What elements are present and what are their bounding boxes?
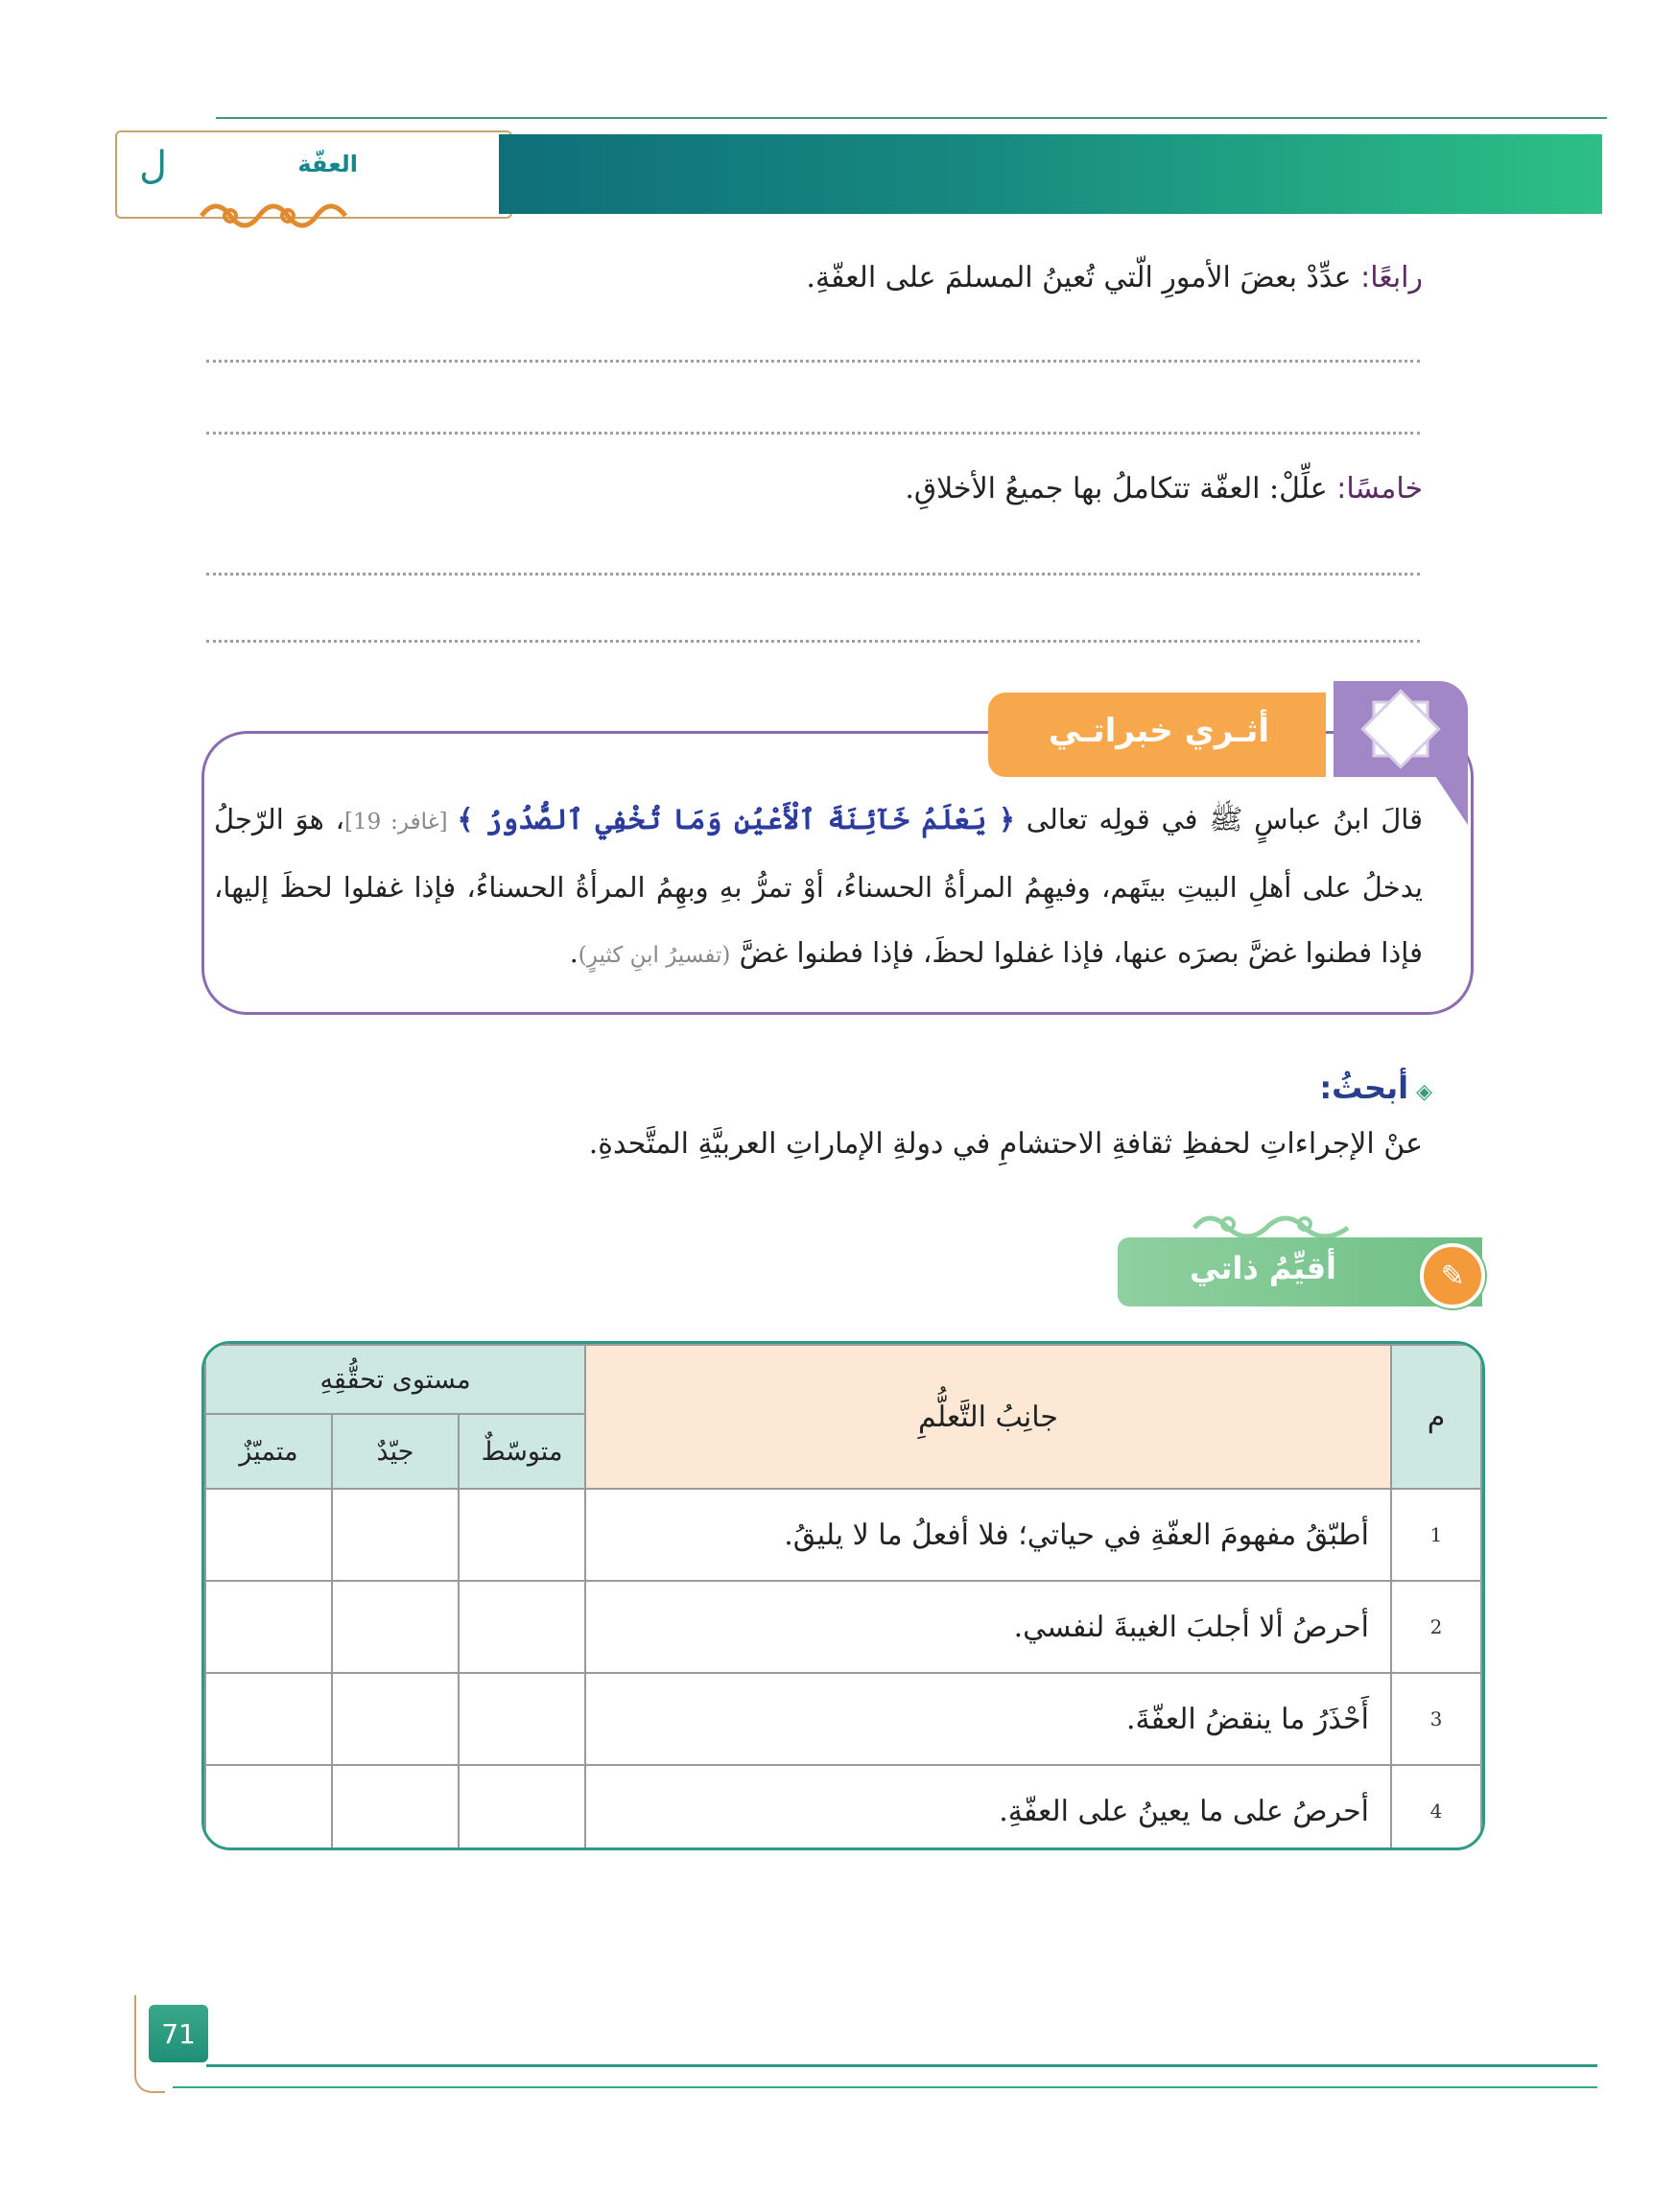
- source-citation: (تفسيرُ ابنِ كثيرٍ): [578, 943, 731, 968]
- row-aspect: أطبّقُ مفهومَ العفّةِ في حياتي؛ فلا أفعلُ ما لا يليقُ.: [585, 1489, 1391, 1581]
- level-excellent: متميّزٌ: [205, 1414, 332, 1489]
- answer-line[interactable]: [206, 360, 1420, 363]
- row-number: 1: [1391, 1489, 1481, 1581]
- cell-excellent[interactable]: [205, 1489, 332, 1581]
- page-title: العفّة: [297, 151, 358, 177]
- question-label: رابعًا:: [1360, 261, 1423, 294]
- answer-line[interactable]: [206, 640, 1420, 643]
- row-number: 3: [1391, 1673, 1481, 1765]
- cell-average[interactable]: [459, 1489, 585, 1581]
- cell-good[interactable]: [332, 1489, 459, 1581]
- enrich-text-intro: قالَ ابنُ عباسٍ ﷺ في قولِه تعالى: [1014, 803, 1423, 835]
- table-row: [205, 1489, 1481, 1581]
- quran-verse: ﴿ يَعْلَمُ خَآئِنَةَ ٱلْأَعْيُنِ وَمَا تُخْفِي ٱلصُّدُورُ ﴾: [457, 803, 1015, 835]
- table-row: [205, 1581, 1481, 1673]
- level-average: متوسّطٌ: [459, 1414, 585, 1489]
- enrich-text-end: .: [569, 936, 579, 969]
- cell-excellent[interactable]: [205, 1581, 332, 1673]
- row-aspect: أحرصُ ألا أجلبَ الغيبةَ لنفسي.: [585, 1581, 1391, 1673]
- header-hook-icon: ﻝ: [139, 144, 168, 188]
- cell-excellent[interactable]: [205, 1765, 332, 1850]
- page-number: 71: [149, 2005, 208, 2062]
- footer-rule: [206, 2064, 1597, 2067]
- enrich-badge: [1334, 681, 1468, 777]
- col-level-header: مستوى تحقُّقِهِ: [205, 1345, 585, 1414]
- question-text: علِّلْ: العفّة تتكاملُ بها جميعُ الأخلاقِ.: [905, 472, 1337, 506]
- row-number: 4: [1391, 1765, 1481, 1850]
- footer-rule: [173, 2086, 1597, 2088]
- table-row: [205, 1673, 1481, 1765]
- star-octagon-icon: [1334, 681, 1468, 777]
- cell-excellent[interactable]: [205, 1673, 332, 1765]
- research-body: عنْ الإجراءاتِ لحفظِ ثقافةِ الاحتشامِ في دولةِ الإماراتِ العربيَّةِ المتَّحدةِ.: [588, 1127, 1423, 1161]
- header-ornament-icon: [197, 197, 350, 235]
- cell-average[interactable]: [459, 1581, 585, 1673]
- row-aspect: أَحْذَرُ ما ينقضُ العفّةَ.: [585, 1673, 1391, 1765]
- row-aspect: أحرصُ على ما يعينُ على العفّةِ.: [585, 1765, 1391, 1850]
- col-aspect-header: جانِبُ التَّعلُّمِ: [585, 1345, 1391, 1489]
- enrich-paragraph: [214, 787, 1423, 988]
- enrich-title: أثـري خبراتـي: [1048, 712, 1269, 750]
- question-text: عدِّدْ بعضَ الأمورِ الّتي تُعينُ المسلمَ على العفّةِ.: [806, 261, 1361, 294]
- diamond-bullet-icon: ◈: [1416, 1080, 1432, 1104]
- table-row: [205, 1765, 1481, 1850]
- cell-good[interactable]: [332, 1765, 459, 1850]
- row-number: 2: [1391, 1581, 1481, 1673]
- cell-good[interactable]: [332, 1581, 459, 1673]
- header-top-rule: [216, 117, 1607, 119]
- answer-line[interactable]: [206, 432, 1420, 435]
- cell-good[interactable]: [332, 1673, 459, 1765]
- col-m-header: م: [1391, 1345, 1481, 1489]
- verse-reference: [غافر: 19]: [344, 810, 458, 835]
- question-fourth: [806, 261, 1423, 294]
- level-good: جيّدٌ: [332, 1414, 459, 1489]
- question-label: خامسًا:: [1336, 472, 1423, 506]
- header-gradient-bar: [499, 134, 1602, 214]
- checklist-pencil-icon: ✎: [1420, 1243, 1485, 1308]
- cell-average[interactable]: [459, 1765, 585, 1850]
- cell-average[interactable]: [459, 1673, 585, 1765]
- assess-ornament-icon: [1190, 1207, 1353, 1237]
- question-fifth: [905, 472, 1423, 506]
- research-heading: [1319, 1070, 1432, 1106]
- research-title: أبحثُ:: [1319, 1070, 1409, 1106]
- enrich-text-body: ، هوَ الرّجلُ يدخلُ على أهلِ البيتِ بيتَهم، وفيهِمُ المرأةُ الحسناءُ، أوْ تمرُّ بهِ وبهِمُ المرأةُ الحسناءُ، فإذا غفلوا لحظَ إليها، فإذا فطنوا غضَّ بصرَه عنها، فإذا غفلوا لحظَ، فإذا فطنوا غضَّ: [214, 803, 1423, 969]
- self-assess-title: أقيِّمُ ذاتي: [1190, 1250, 1336, 1286]
- answer-line[interactable]: [206, 573, 1420, 576]
- self-assess-table: [201, 1341, 1485, 1850]
